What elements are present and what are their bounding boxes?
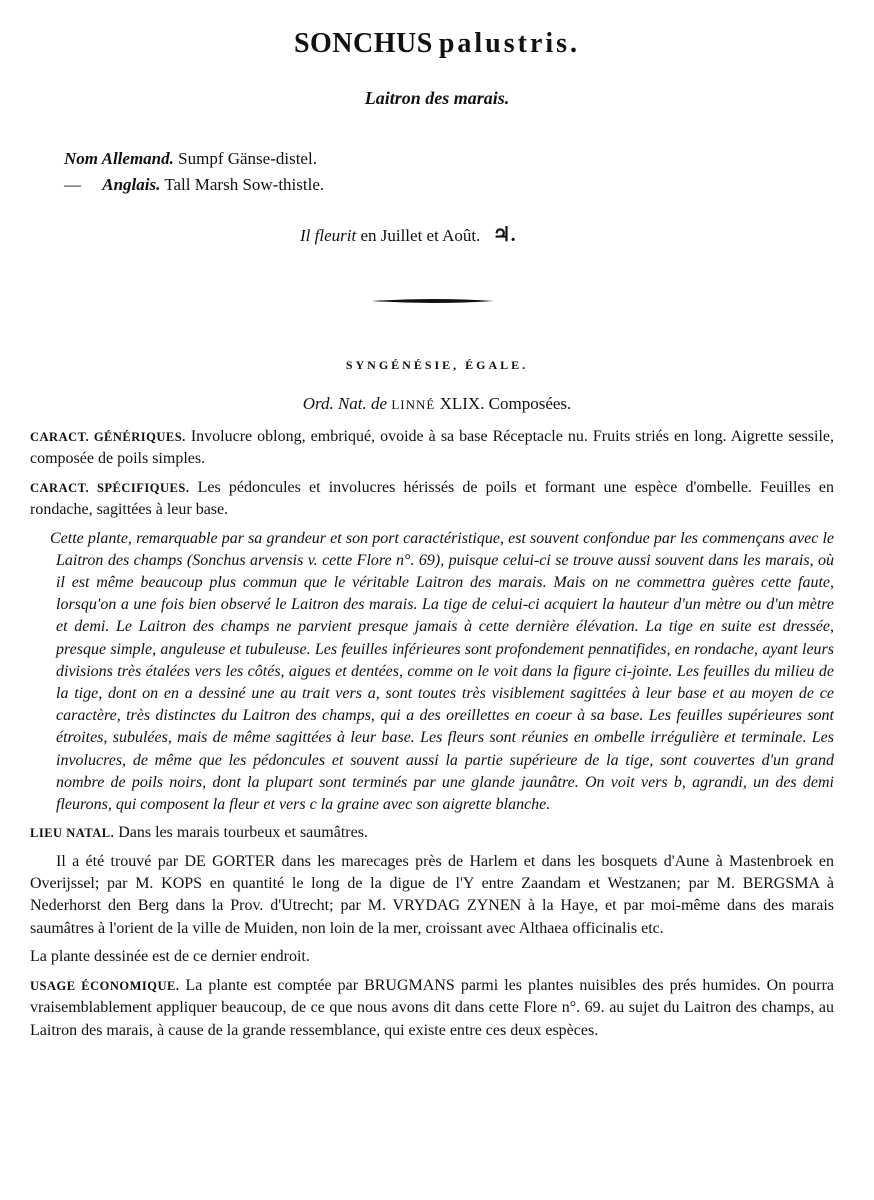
- text-body: [30, 426, 834, 1048]
- description-paragraph: Cette plante, remarquable par sa grandeur et son port caractéristique, est souvent confondue par les commençans avec le Laitron des champs (Sonchus arvensis v. cette Flore n°. 69), puisque celui-ci se trouve aussi souvent dans les marais, où il est même beaucoup plus commun que le véritable Laitron des marais. Mais on ne commettra guères cette faute, lorsqu'on a une fois bien observé le Laitron des marais. La tige de celui-ci acquiert la hauteur d'un mètre ou d'un mètre et demi. Le Laitron des champs ne parvient presque jamais à cette dernière élévation. La tige en suite est dressée, presque simple, anguleuse et tubuleuse. Les feuilles inférieures sont profondement pennatifides, en rondache, ayant leurs divisions très étalées vers les côtés, aigues et dentées, comme on le voit dans la figure ci-jointe. Les feuilles du milieu de la tige, dont on en a dessiné une au trait vers a, sont toutes très visiblement sagittées à leur base et au moyen de ce caractère, très distinctes du Laitron des champs, qui a des oreillettes en coeur à sa base. Les feuilles supérieures sont étroites, subulées, mais de même sagittées à leur base. Les fleurs sont réunies en ombelle irrégulière et terminale. Les involucres, de même que les pédoncules et souvent aussi la partie supérieure de la tige, sont couvertes d'un grand nombre de poils noirs, dont la plupart sont terminés par une glande jaunâtre. On voit vers b, agrandi, un des demi fleurons, qui composent la fleur et vers c la graine avec son aigrette blanche.: [50, 529, 834, 814]
- economic-use: [30, 975, 834, 1042]
- flowering-months: Juillet et Août.: [380, 226, 481, 245]
- ornamental-rule: [372, 298, 494, 304]
- common-name: Laitron des marais.: [364, 88, 510, 108]
- localities-paragraph: Il a été trouvé par DE GORTER dans les marecages près de Harlem et dans les bosquets d'Aune à Mastenbroek en Overijssel; par M. KOPS en quantité le long de la digue de l'Y entre Zaandam et Westzanen; par M. BERGSMA à Nederhorst den Berg dans la Prov. d'Utrecht; par M. VRYDAG ZYNEN à la Haye, et par moi-même dans des marais saumâtres à l'orient de la ville de Muiden, non loin de la mer, croissant avec Althaea officinalis etc.: [30, 852, 834, 937]
- natural-order: [0, 394, 874, 414]
- title-species: palustris.: [438, 28, 581, 59]
- generic-characters: [30, 426, 834, 471]
- order-rest: XLIX. Composées.: [439, 394, 572, 413]
- habitat-label: LIEU NATAL.: [30, 826, 115, 841]
- german-name-row: [64, 146, 324, 172]
- flowering-line: [300, 222, 516, 247]
- habitat-text: Dans les marais tourbeux et saumâtres.: [118, 824, 368, 842]
- english-value: Tall Marsh Sow-thistle.: [164, 175, 325, 194]
- generic-label: CARACT. GÉNÉRIQUES.: [30, 430, 186, 444]
- flowering-lead: Il fleurit: [300, 226, 357, 245]
- specific-characters: [30, 477, 834, 522]
- vernacular-names: [64, 146, 324, 198]
- specific-label: CARACT. SPÉCIFIQUES.: [30, 480, 190, 495]
- specific-text: Les pédoncules et involucres hérissés de poils et formant une espèce d'ombelle. Feuilles en rondache, sagittées à leur base.: [30, 478, 835, 519]
- generic-text: Involucre oblong, embriqué, ovoide à sa base Réceptacle nu. Fruits striés en long. Aigrette sessile, composée de poils simples.: [30, 428, 834, 468]
- classification-heading: SYNGÉNÉSIE, ÉGALE.: [345, 358, 529, 372]
- english-label: Anglais.: [102, 175, 161, 194]
- perennial-symbol: ♃.: [492, 224, 516, 246]
- order-prefix: Ord. Nat.: [302, 394, 367, 413]
- habitat: [30, 822, 834, 844]
- title-genus: SONCHUS: [293, 28, 433, 59]
- flowering-en: en: [360, 226, 377, 245]
- ditto-dash: —: [64, 175, 81, 194]
- order-de: de: [371, 394, 388, 413]
- page-title: [0, 28, 874, 60]
- german-value: Sumpf Gänse-distel.: [178, 149, 317, 168]
- german-label: Nom Allemand.: [64, 149, 174, 168]
- usage-text: La plante est comptée par BRUGMANS parmi les plantes nuisibles des prés humides. On pourra vraisemblablement appliquer beaucoup, de ce que nous avons dit dans cette Flore n°. 69. au sujet du Laitron des champs, au Laitron des marais, à cause de la grande ressemblance, qui existe entre ces deux espèces.: [30, 976, 835, 1039]
- english-name-row: [64, 172, 324, 198]
- order-linne: LINNÉ: [391, 397, 436, 412]
- usage-label: USAGE ÉCONOMIQUE.: [30, 978, 180, 993]
- drawn-location: La plante dessinée est de ce dernier endroit.: [30, 948, 310, 966]
